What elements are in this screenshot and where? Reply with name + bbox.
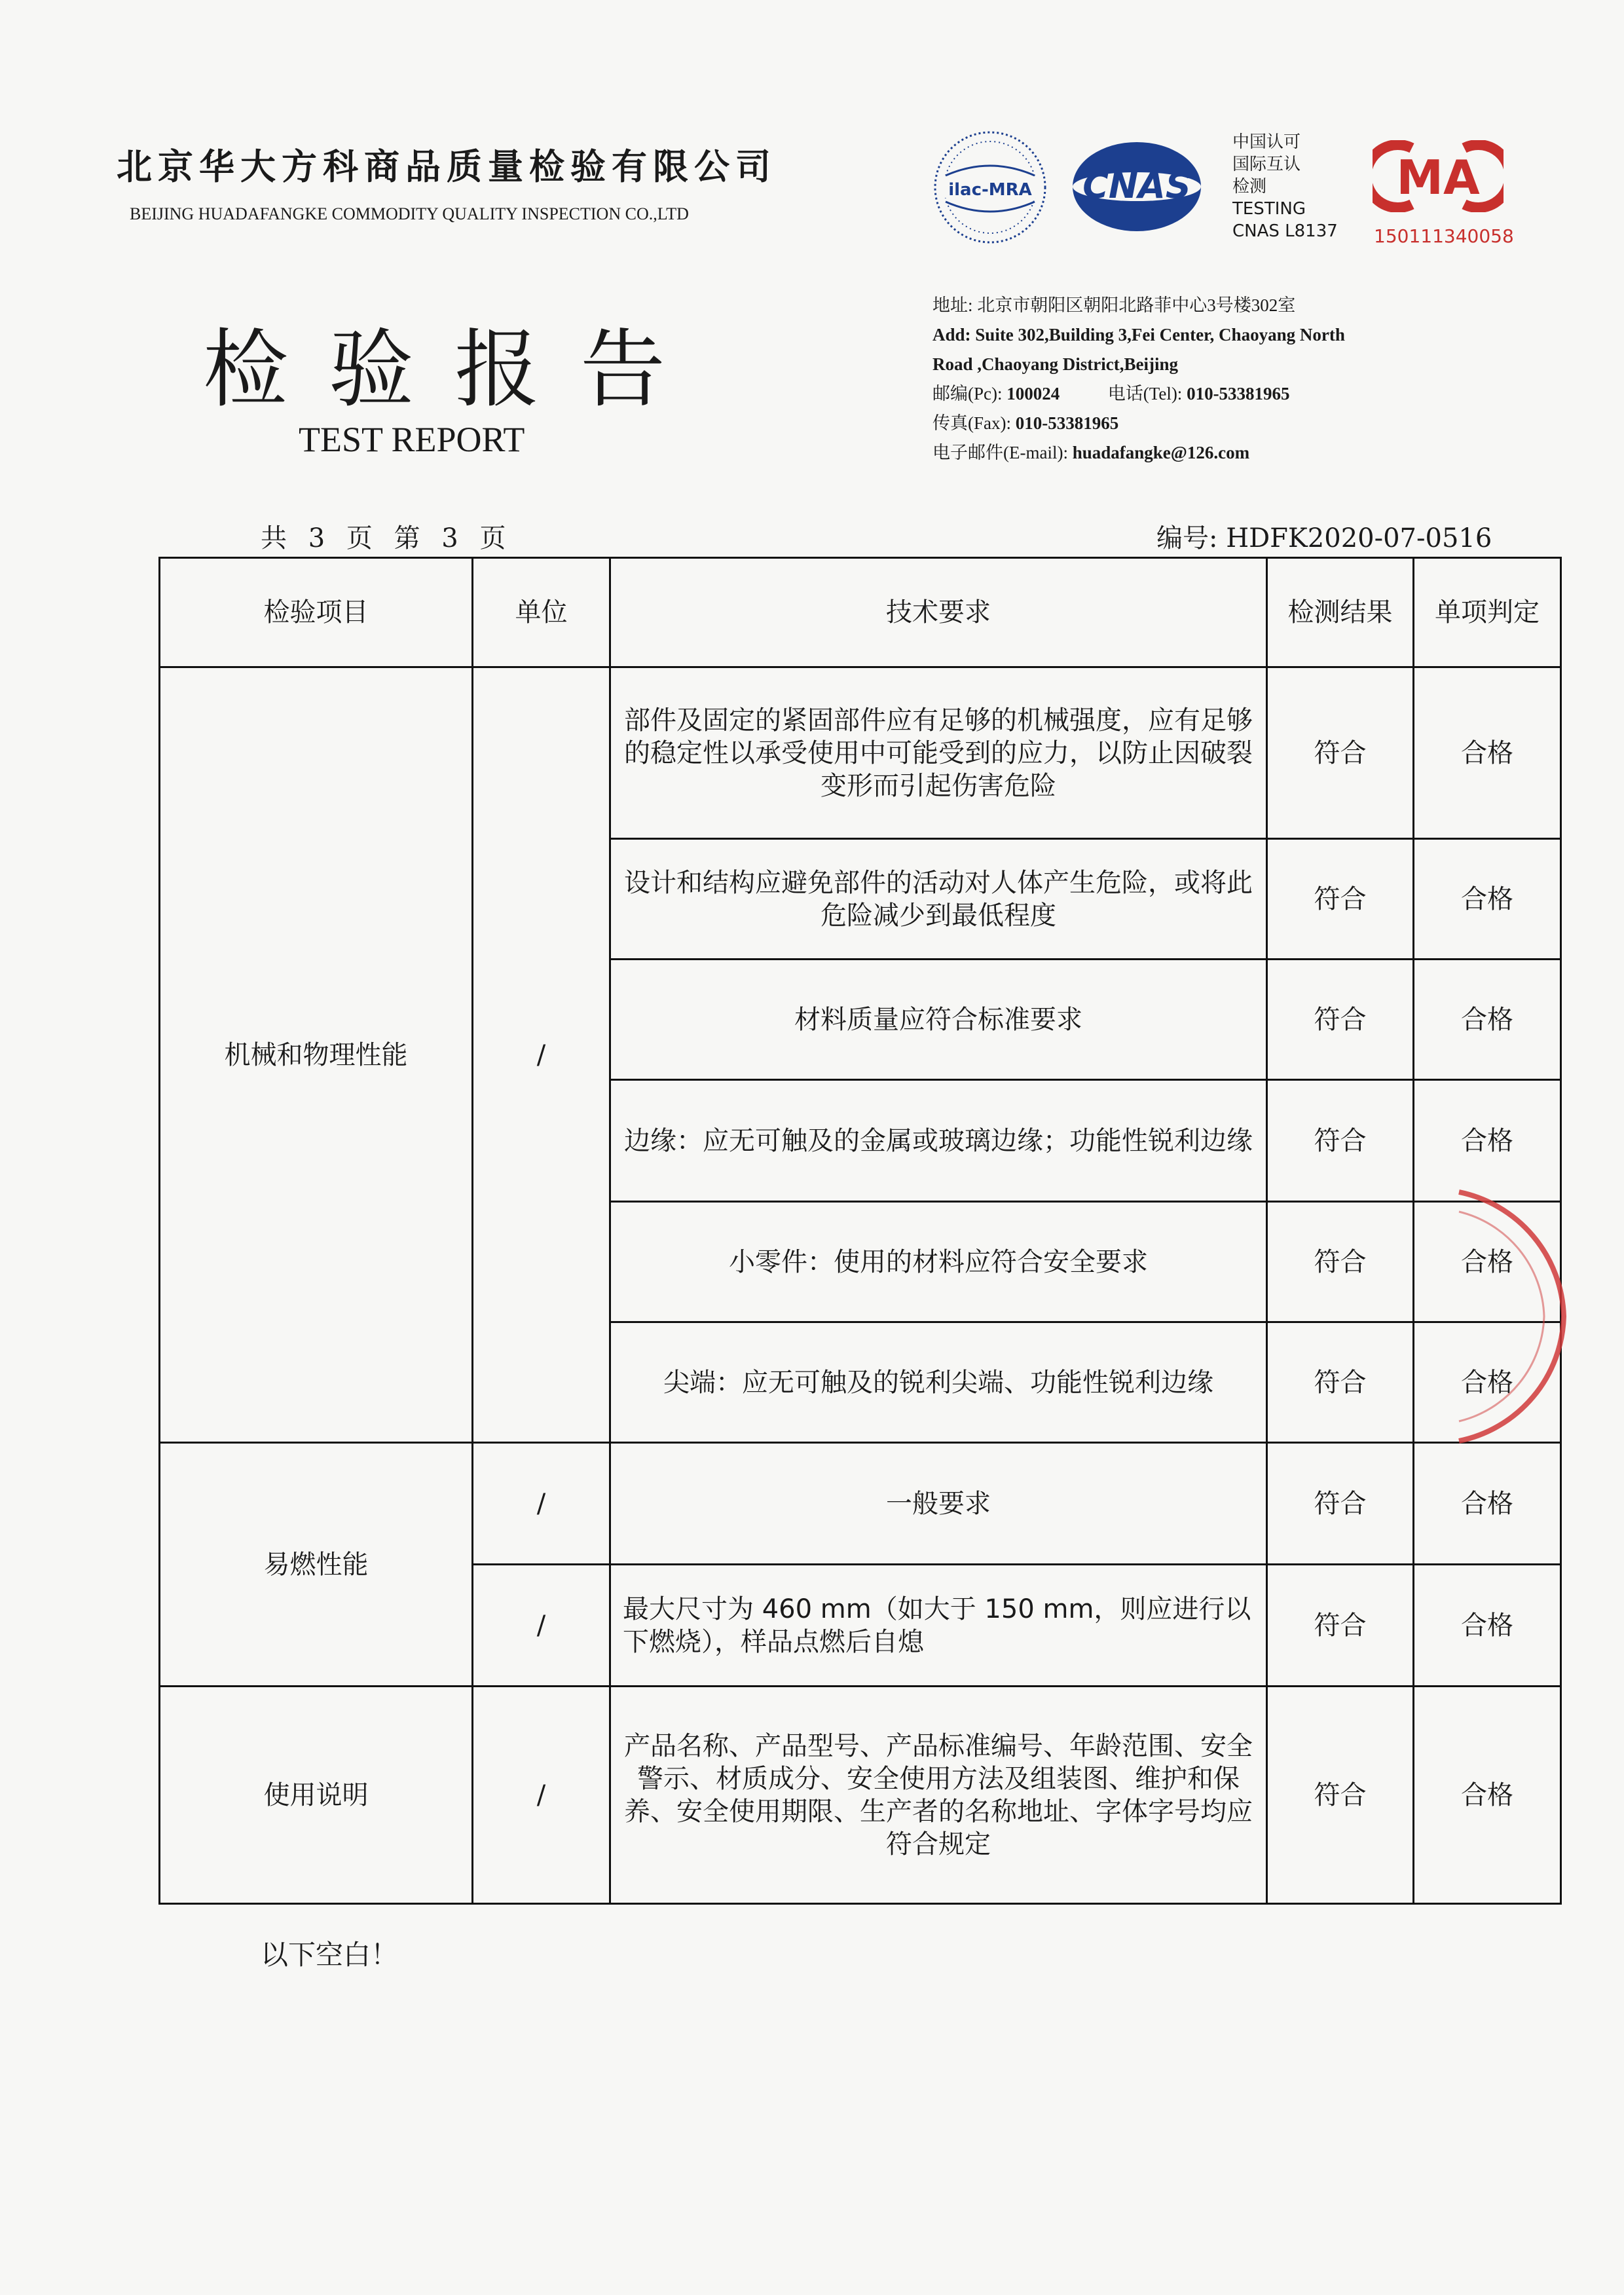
judgement-cell: 合格 xyxy=(1414,839,1561,960)
email-label: 电子邮件(E-mail): xyxy=(932,443,1068,462)
item-cell: 机械和物理性能 xyxy=(160,667,473,1443)
header-item: 检验项目 xyxy=(160,558,473,667)
requirement-cell: 最大尺寸为 460 mm（如大于 150 mm，则应进行以下燃烧），样品点燃后自熄 xyxy=(610,1565,1267,1687)
requirement-cell: 产品名称、产品型号、产品标准编号、年龄范围、安全警示、材质成分、安全使用方法及组装图、维护和保养、安全使用期限、生产者的名称地址、字体字号均应符合规定 xyxy=(610,1687,1267,1904)
address-en-line1: Suite 302,Building 3,Fei Center, Chaoyang North xyxy=(975,325,1345,345)
table-header-row xyxy=(160,558,1561,667)
fax-line xyxy=(932,409,1345,438)
result-cell: 符合 xyxy=(1267,960,1414,1080)
table-row xyxy=(160,1443,1561,1565)
cma-logo-text: MA xyxy=(1396,150,1480,205)
tel-label: 电话(Tel): xyxy=(1107,384,1183,403)
email-value: huadafangke@126.com xyxy=(1072,443,1250,462)
cma-logo-icon xyxy=(1373,140,1504,212)
result-cell: 符合 xyxy=(1267,1202,1414,1322)
result-cell: 符合 xyxy=(1267,839,1414,960)
requirement-cell: 设计和结构应避免部件的活动对人体产生危险，或将此危险减少到最低程度 xyxy=(610,839,1267,960)
judgement-cell: 合格 xyxy=(1414,1443,1561,1565)
result-cell: 符合 xyxy=(1267,1443,1414,1565)
postcode-label: 邮编(Pc): xyxy=(932,384,1003,403)
address-cn-value: 北京市朝阳区朝阳北路菲中心3号楼302室 xyxy=(977,295,1296,315)
report-number xyxy=(1156,517,1492,555)
postcode-value: 100024 xyxy=(1006,384,1060,403)
page-count: 共 3 页 第 3 页 xyxy=(261,523,513,553)
unit-cell: / xyxy=(473,667,610,1443)
judgement-cell: 合格 xyxy=(1414,1202,1561,1322)
cnas-line-4: TESTING xyxy=(1232,199,1306,219)
header-unit: 单位 xyxy=(473,558,610,667)
requirement-cell: 尖端：应无可触及的锐利尖端、功能性锐利边缘 xyxy=(610,1322,1267,1443)
judgement-cell: 合格 xyxy=(1414,1687,1561,1904)
email-line xyxy=(932,438,1345,468)
result-cell: 符合 xyxy=(1267,1080,1414,1202)
requirement-cell: 一般要求 xyxy=(610,1443,1267,1565)
cnas-logo-text: CNAS xyxy=(1082,165,1191,206)
postcode-tel-line xyxy=(932,379,1345,409)
address-en-1 xyxy=(932,320,1345,350)
result-cell: 符合 xyxy=(1267,667,1414,839)
unit-cell: / xyxy=(473,1565,610,1687)
fax-label: 传真(Fax): xyxy=(932,413,1011,433)
header-result: 检测结果 xyxy=(1267,558,1414,667)
requirement-cell: 材料质量应符合标准要求 xyxy=(610,960,1267,1080)
cnas-line-1: 中国认可 xyxy=(1232,132,1301,152)
result-cell: 符合 xyxy=(1267,1322,1414,1443)
requirement-cell: 部件及固定的紧固部件应有足够的机械强度，应有足够的稳定性以承受使用中可能受到的应力，以防止因破裂变形而引起伤害危险 xyxy=(610,667,1267,839)
company-seal-icon xyxy=(1452,1179,1577,1454)
judgement-cell: 合格 xyxy=(1414,960,1561,1080)
tel-value: 010-53381965 xyxy=(1187,384,1290,403)
cnas-accreditation-text xyxy=(1232,131,1338,242)
company-name-en: BEIJING HUADAFANGKE COMMODITY QUALITY INSPECTION CO.,LTD xyxy=(130,204,689,223)
item-cell: 易燃性能 xyxy=(160,1443,473,1687)
ilac-text: ilac-MRA xyxy=(948,180,1032,200)
header-requirement: 技术要求 xyxy=(610,558,1267,667)
blank-below-note: 以下空白！ xyxy=(261,1939,399,1971)
cnas-line-2: 国际互认 xyxy=(1232,155,1301,174)
report-title-cn: 检验报告 xyxy=(203,320,707,419)
cma-number: 150111340058 xyxy=(1374,225,1514,247)
judgement-cell: 合格 xyxy=(1414,667,1561,839)
address-cn xyxy=(932,291,1345,320)
address-en-line2: Road ,Chaoyang District,Beijing xyxy=(932,354,1179,374)
report-title-en: TEST REPORT xyxy=(299,420,525,459)
unit-cell: / xyxy=(473,1687,610,1904)
judgement-cell: 合格 xyxy=(1414,1565,1561,1687)
requirement-cell: 小零件：使用的材料应符合安全要求 xyxy=(610,1202,1267,1322)
ilac-mra-logo-icon xyxy=(932,130,1048,245)
cnas-line-5: CNAS L8137 xyxy=(1232,221,1338,241)
header-judgement: 单项判定 xyxy=(1414,558,1561,667)
table-row xyxy=(160,667,1561,839)
cnas-logo-icon xyxy=(1070,139,1204,234)
company-name-cn: 北京华大方科商品质量检验有限公司 xyxy=(117,145,777,187)
inspection-table xyxy=(158,557,1562,1905)
address-block xyxy=(932,291,1345,468)
address-en-label: Add: xyxy=(932,325,971,345)
cnas-line-3: 检测 xyxy=(1232,177,1267,196)
unit-cell: / xyxy=(473,1443,610,1565)
result-cell: 符合 xyxy=(1267,1565,1414,1687)
table-row xyxy=(160,1687,1561,1904)
fax-value: 010-53381965 xyxy=(1015,413,1119,433)
requirement-cell: 边缘：应无可触及的金属或玻璃边缘；功能性锐利边缘 xyxy=(610,1080,1267,1202)
report-number-label: 编号: xyxy=(1156,523,1218,553)
address-en-2 xyxy=(932,350,1345,379)
result-cell: 符合 xyxy=(1267,1687,1414,1904)
report-number-value: HDFK2020-07-0516 xyxy=(1226,523,1492,553)
address-cn-label: 地址: xyxy=(932,295,973,315)
judgement-cell: 合格 xyxy=(1414,1322,1561,1443)
item-cell: 使用说明 xyxy=(160,1687,473,1904)
judgement-cell: 合格 xyxy=(1414,1080,1561,1202)
